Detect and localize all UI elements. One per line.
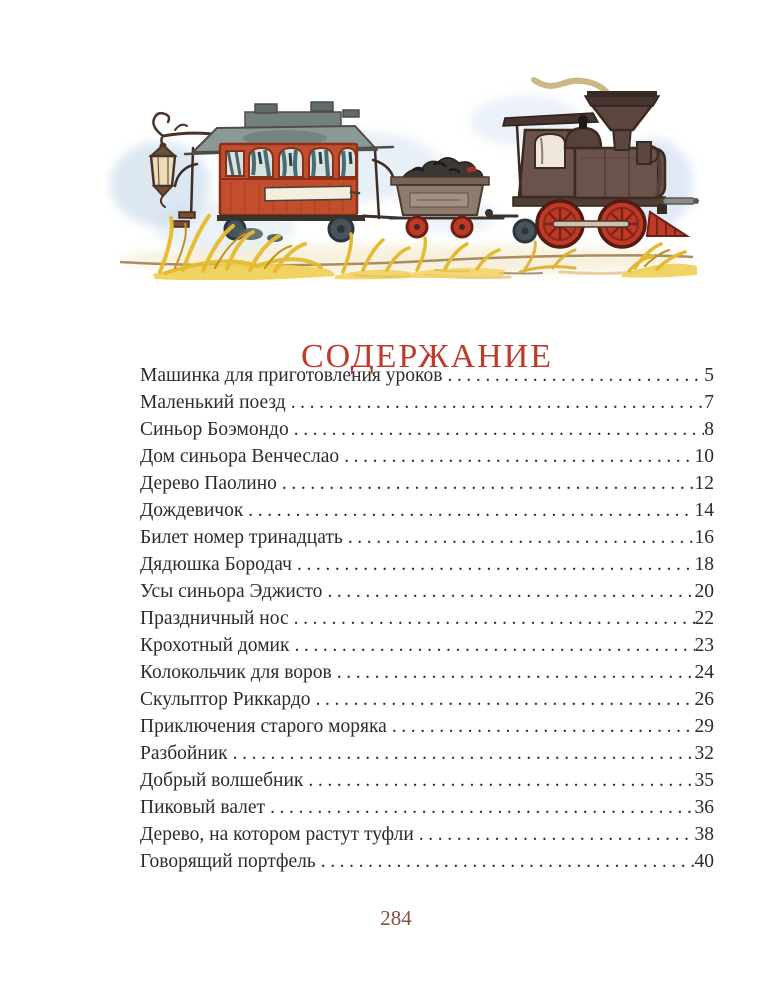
toc-entry-page: 23 [694, 635, 714, 656]
toc-leader-dots [270, 794, 694, 821]
toc-entry-title: Дерево, на котором растут туфли [140, 824, 414, 845]
toc-leader-dots [392, 713, 695, 740]
toc-entry [140, 740, 714, 767]
toc-entry-title: Билет номер тринадцать [140, 527, 343, 548]
toc-entry-title: Скульптор Риккардо [140, 689, 311, 710]
toc-entry [140, 659, 714, 686]
locomotive-drive-wheels [537, 201, 645, 247]
toc-entry-title: Говорящий портфель [140, 851, 316, 872]
toc-entry-page: 10 [694, 446, 714, 467]
toc-entry [140, 713, 714, 740]
toc-entry-page: 16 [694, 527, 714, 548]
toc-entry-title: Маленький поезд [140, 392, 286, 413]
toc-entry [140, 821, 714, 848]
toc-entry-title: Пиковый валет [140, 797, 266, 818]
toc-leader-dots [233, 740, 695, 767]
toc-entry [140, 389, 714, 416]
toc-entry-page: 24 [694, 662, 714, 683]
toc-entry [140, 443, 714, 470]
toc-entry-page: 18 [694, 554, 714, 575]
toc-entry [140, 632, 714, 659]
toc-entry-title: Дождевичок [140, 500, 244, 521]
toc-entry-page: 7 [704, 392, 714, 413]
toc-entry [140, 686, 714, 713]
toc-entry-page: 5 [704, 365, 714, 386]
toc-leader-dots [337, 659, 695, 686]
toc-leader-dots [348, 524, 695, 551]
page-title: СОДЕРЖАНИЕ [300, 337, 554, 375]
toc-leader-dots [291, 389, 705, 416]
toc-entry-title: Усы синьора Эджисто [140, 581, 323, 602]
toc-leader-dots [308, 767, 694, 794]
toc-leader-dots [294, 605, 695, 632]
toc-entry [140, 497, 714, 524]
toc-entry [140, 524, 714, 551]
toc-entry-page: 40 [694, 851, 714, 872]
toc-entry [140, 767, 714, 794]
toc-entry-page: 38 [694, 824, 714, 845]
toc-leader-dots [294, 416, 705, 443]
toc-entry-page: 20 [694, 581, 714, 602]
toc-entry [140, 605, 714, 632]
toc-entry-title: Синьор Боэмондо [140, 419, 289, 440]
toc-entry-page: 12 [694, 473, 714, 494]
toc-entry [140, 362, 714, 389]
toc-entry-page: 8 [704, 419, 714, 440]
toc-entry-page: 36 [694, 797, 714, 818]
toc-entry [140, 551, 714, 578]
toc-entry-title: Колокольчик для воров [140, 662, 332, 683]
toc-entry [140, 470, 714, 497]
toc-entry-title: Машинка для приготовления уроков [140, 365, 443, 386]
toc-leader-dots [282, 470, 695, 497]
toc-entry-page: 26 [694, 689, 714, 710]
toc-leader-dots [321, 848, 695, 875]
toc-entry [140, 848, 714, 875]
toc-entry-page: 32 [694, 743, 714, 764]
toc-entry-page: 22 [694, 608, 714, 629]
train-illustration [105, 66, 705, 280]
toc-entry-title: Праздничный нос [140, 608, 289, 629]
toc-leader-dots [316, 686, 695, 713]
toc-entry [140, 578, 714, 605]
toc-leader-dots [248, 497, 694, 524]
toc-entry-title: Разбойник [140, 743, 228, 764]
toc-leader-dots [294, 632, 694, 659]
toc-entry-title: Дерево Паолино [140, 473, 277, 494]
toc-entry-page: 29 [694, 716, 714, 737]
toc-entry-title: Добрый волшебник [140, 770, 304, 791]
toc-leader-dots [447, 362, 704, 389]
page-number: 284 [380, 906, 412, 930]
toc-leader-dots [419, 821, 695, 848]
toc-entry-title: Приключения старого моряка [140, 716, 387, 737]
toc-entry-title: Крохотный домик [140, 635, 290, 656]
toc-entry-title: Дядюшка Бородач [140, 554, 292, 575]
toc-entry-page: 14 [694, 500, 714, 521]
table-of-contents [140, 362, 714, 875]
toc-leader-dots [297, 551, 695, 578]
toc-entry-page: 35 [694, 770, 714, 791]
toc-entry [140, 794, 714, 821]
toc-leader-dots [344, 443, 694, 470]
toc-entry-title: Дом синьора Венчеслао [140, 446, 340, 467]
toc-entry [140, 416, 714, 443]
toc-leader-dots [327, 578, 694, 605]
